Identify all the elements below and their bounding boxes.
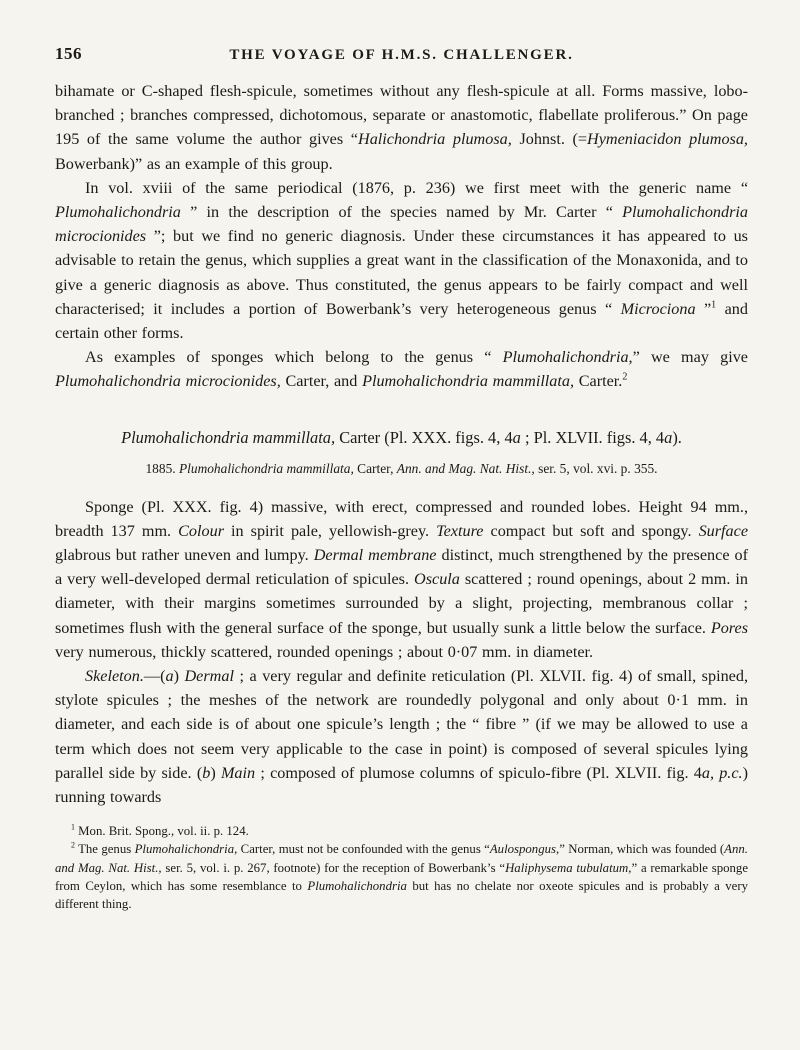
text-run: Carter. <box>574 372 623 391</box>
text-run: Ann. and Mag. Nat. Hist., <box>396 460 535 476</box>
text-run: Main <box>220 763 256 782</box>
text-run: Dermal membrane <box>313 546 437 565</box>
text-run: Johnst. (= <box>511 130 588 149</box>
text-run: Carter, <box>353 460 397 476</box>
text-run: Colour <box>178 521 225 540</box>
text-run: Aulospongus, <box>489 842 560 857</box>
text-run: Plumohalichondria mammillata, <box>362 372 575 391</box>
paragraph-skeleton <box>55 664 748 809</box>
text-run: 1885. <box>145 460 179 476</box>
text-run: ; composed of plumose columns of spiculo-fibre (Pl. XLVII. fig. 4 <box>255 763 702 782</box>
text-run: Plumohalichondria mammillata, <box>121 427 336 447</box>
paragraph-continuation <box>55 79 748 176</box>
text-run: b <box>202 763 211 782</box>
text-run: very numerous, thickly scattered, rounded openings ; about 0·07 mm. in diameter. <box>55 642 594 661</box>
text-run: ” Norman, which was founded ( <box>559 842 725 857</box>
text-run: ; Pl. XLVII. figs. 4, 4 <box>520 427 665 447</box>
page-number: 156 <box>55 44 82 63</box>
text-run: Carter (Pl. XXX. figs. 4, 4 <box>335 427 513 447</box>
text-run: bihamate or C-shaped flesh-spicule, sometimes without any flesh-spicule at all. Forms massive, lobo-branched ; branches compressed, dichotomous, separate or anastomotic, flabellate proliferous.” On page 195 of the same volume the author gives “ <box>55 82 748 149</box>
text-run: ” <box>695 299 712 318</box>
text-run: Carter, and <box>280 372 363 391</box>
text-run: ” in the description of the species named by Mr. Carter “ <box>180 203 623 222</box>
text-run: Plumohalichondria, <box>502 348 633 367</box>
text-run: a <box>664 427 673 447</box>
text-run: scattered ; round openings, about 2 mm. in diameter, with their margins sometimes surrounded by a slight, projecting, membranous collar ; sometimes flush with the general surface of the sponge, but usually sunk a little below the surface. <box>55 570 748 637</box>
text-run: Microciona <box>620 299 696 318</box>
text-run: Oscula <box>414 570 460 589</box>
text-run: a <box>165 667 174 686</box>
text-run: Plumohalichondria <box>55 203 181 222</box>
footnote-1 <box>55 822 748 840</box>
text-run: and certain other forms. <box>55 299 748 343</box>
text-run: Hymeniacidon plumosa, <box>587 130 748 149</box>
text-run: Carter, must not be confounded with the genus “ <box>237 842 490 857</box>
page-body <box>55 79 748 809</box>
paragraph-description <box>55 495 748 664</box>
footnotes <box>55 822 748 913</box>
text-run: Sponge (Pl. XXX. fig. 4) massive, with erect, compressed and rounded lobes. Height 94 mm., breadth 137 mm. <box>55 497 748 540</box>
text-run: Pores <box>710 618 748 637</box>
paragraph-examples <box>55 345 748 393</box>
text-run: Halichondria plumosa, <box>358 130 512 149</box>
running-title: THE VOYAGE OF H.M.S. CHALLENGER. <box>229 47 574 63</box>
text-run: ; a very regular and definite reticulation (Pl. XLVII. fig. 4) of small, spined, stylote spicules ; the meshes of the network are roundedly polygonal and only about 0·1 mm. in diameter, and each side is of about one spicule’s length ; the “ fibre ” (if we may be allowed to use a term which does not seem very applicable to the case in point) is composed of several spicules lying parallel side by side. ( <box>55 667 748 782</box>
text-run: As examples of sponges which belong to the genus “ <box>85 348 503 367</box>
text-run: ) <box>173 667 185 686</box>
text-run: Skeleton. <box>85 667 144 686</box>
text-run: ” a remarkable sponge from Ceylon, which has some resemblance to <box>55 860 748 893</box>
paragraph-generic-name <box>55 176 748 345</box>
page-header <box>55 44 748 64</box>
text-run: ser. 5, vol. xvi. p. 355. <box>534 460 658 476</box>
text-run: a <box>512 427 521 447</box>
text-run: compact but soft and spongy. <box>483 521 699 540</box>
text-run: in spirit pale, yellowish-grey. <box>224 521 437 540</box>
text-run: Dermal <box>184 667 234 686</box>
text-run: Mon. Brit. Spong., vol. ii. p. 124. <box>74 824 249 839</box>
text-run: ser. 5, vol. i. p. 267, footnote) for the reception of Bowerbank’s “ <box>161 860 506 875</box>
text-run: Ann. and Mag. Nat. Hist., <box>55 842 748 875</box>
text-run: ” we may give <box>632 348 748 367</box>
book-page <box>55 44 748 913</box>
text-run: Texture <box>436 521 484 540</box>
footnote-marker: 1 <box>711 299 717 311</box>
text-run: Plumohalichondria, <box>134 842 238 857</box>
text-run: —( <box>143 667 166 686</box>
footnote-marker: 2 <box>71 841 75 851</box>
text-run: Bowerbank)” as an example of this group. <box>55 154 333 173</box>
text-run: ). <box>672 427 682 447</box>
text-run: Plumohalichondria microcionides, <box>55 372 281 391</box>
text-run: ”; but we find no generic diagnosis. Under these circumstances it has appeared to us advisable to retain the genus, which supplies a great want in the classification of the Monaxonida, and to give a generic diagnosis as above. Thus constituted, the genus appears to be fairly compact and well characterised; it includes a portion of Bowerbank’s very heterogeneous genus “ <box>55 227 748 318</box>
synonymy-citation <box>55 460 748 478</box>
text-run: glabrous but rather uneven and lumpy. <box>55 546 314 565</box>
text-run: Plumohalichondria <box>307 878 407 893</box>
text-run: The genus <box>74 842 135 857</box>
text-run: Plumohalichondria microcionides <box>55 203 748 246</box>
footnote-2 <box>55 840 748 913</box>
footnote-marker: 1 <box>71 823 75 833</box>
text-run: ) running towards <box>55 763 748 807</box>
species-heading <box>55 427 748 449</box>
footnote-marker: 2 <box>622 372 628 384</box>
text-run: but has no chelate nor oxeote spicules and is probably a very different thing. <box>55 878 748 912</box>
text-run: Plumohalichondria mammillata, <box>178 460 354 476</box>
text-run: a, p.c. <box>701 763 743 782</box>
text-run: Surface <box>698 521 749 540</box>
text-run: distinct, much strengthened by the presence of a very well-developed dermal reticulation of spicules. <box>55 546 748 589</box>
text-run: In vol. xviii of the same periodical (1876, p. 236) we first meet with the generic name “ <box>85 178 748 197</box>
text-run: ) <box>210 763 221 782</box>
text-run: Haliphysema tubulatum, <box>505 860 632 875</box>
